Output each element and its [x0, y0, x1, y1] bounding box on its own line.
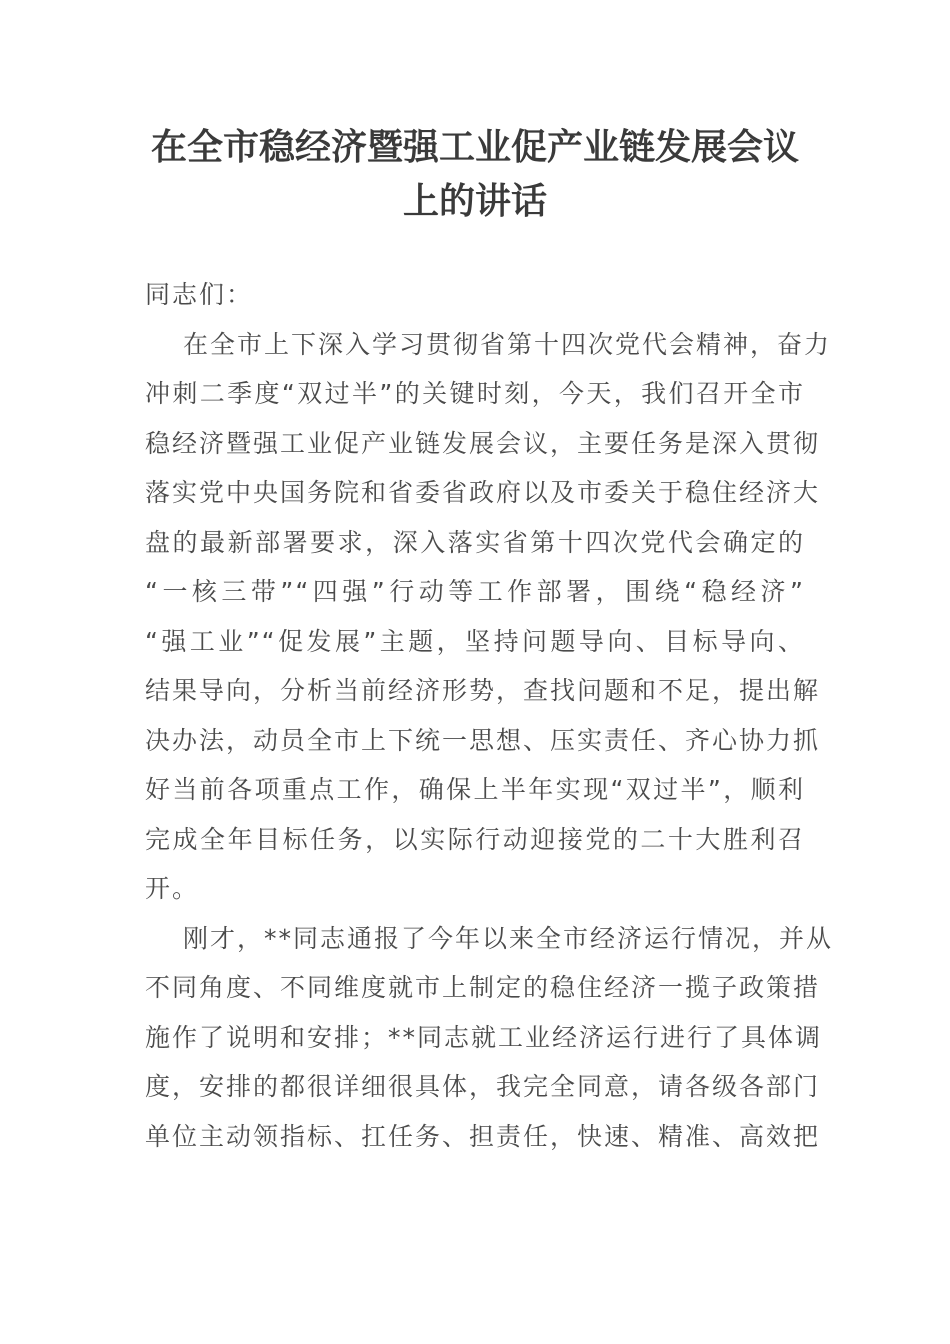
paragraph-line: 盘的最新部署要求，深入落实省第十四次党代会确定的 [145, 527, 805, 557]
paragraph-2 [145, 914, 834, 1162]
paragraph-line: 开。 [145, 874, 200, 903]
paragraph-line: 落实党中央国务院和省委省政府以及市委关于稳住经济大 [145, 478, 821, 507]
paragraph-line: 结果导向，分析当前经济形势，查找问题和不足，提出解 [145, 676, 821, 705]
paragraph-line: 在全市上下深入学习贯彻省第十四次党代会精神，奋力 [183, 329, 832, 359]
paragraph-line: 完成全年目标任务，以实际行动迎接党的二十大胜利召 [145, 824, 805, 854]
paragraph-line: “强工业”“促发展”主题，坚持问题导向、目标导向、 [145, 626, 805, 656]
paragraph-line: 冲刺二季度“双过半”的关键时刻，今天，我们召开全市 [145, 379, 805, 408]
paragraph-line: 好当前各项重点工作，确保上半年实现“双过半”，顺利 [145, 775, 805, 804]
paragraph-line: 刚才，**同志通报了今年以来全市经济运行情况，并从 [183, 923, 834, 953]
paragraph-line: 不同角度、不同维度就市上制定的稳住经济一揽子政策措 [145, 973, 821, 1002]
document-body [145, 270, 834, 1161]
paragraph-line: “一核三带”“四强”行动等工作部署，围绕“稳经济” [145, 577, 805, 606]
document-title [145, 120, 805, 228]
paragraph-line: 决办法，动员全市上下统一思想、压实责任、齐心协力抓 [145, 725, 821, 755]
salutation: 同志们： [145, 280, 254, 309]
paragraph-line: 稳经济暨强工业促产业链发展会议，主要任务是深入贯彻 [145, 428, 821, 458]
title-line: 在全市稳经济暨强工业促产业链发展会议 [150, 126, 799, 168]
title-line: 上的讲话 [402, 180, 547, 222]
paragraph-1 [145, 320, 832, 914]
paragraph-line: 施作了说明和安排；**同志就工业经济运行进行了具体调 [145, 1022, 823, 1052]
paragraph-line: 单位主动领指标、扛任务、担责任，快速、精准、高效把 [145, 1121, 821, 1151]
paragraph-line: 度，安排的都很详细很具体，我完全同意，请各级各部门 [145, 1072, 821, 1101]
